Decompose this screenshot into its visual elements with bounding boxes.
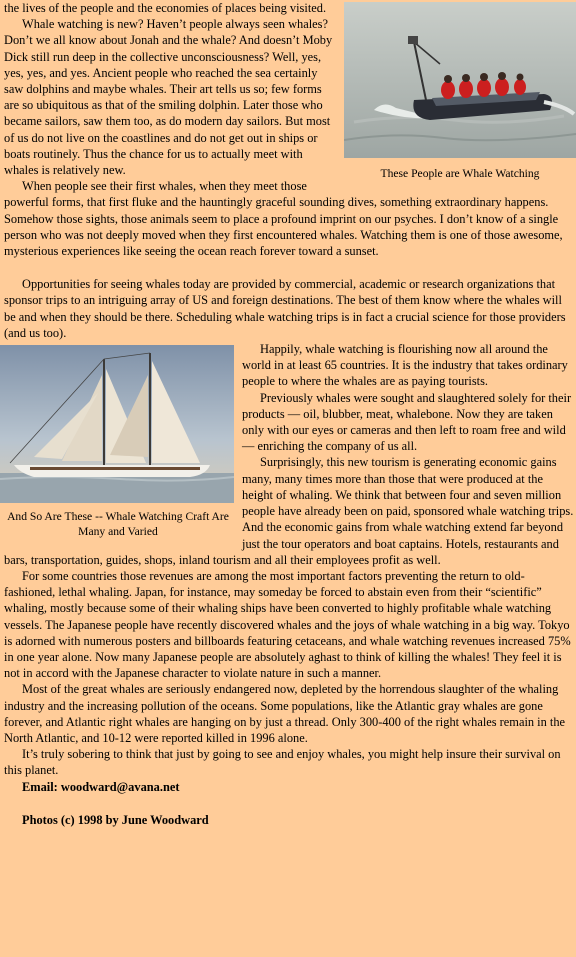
whale-watching-raft-photo (344, 2, 576, 158)
schooner-photo (0, 345, 234, 503)
photo-credit: Photos (c) 1998 by June Woodward (22, 812, 209, 827)
photo-caption-raft: These People are Whale Watching (380, 167, 540, 180)
paragraph: For some countries those revenues are among the most important factors preventing the return to old-fashioned, lethal whaling. Japan, for instance, may someday be forced to abstain even from their “scientific” whaling, mostly because some of their whaling ships have been converted to highly profitable whale watching vessels. The Japanese people have recently discovered whales and the joys of whale watching in a big way. Tokyo is adorned with numerous posters and billboards featuring cetaceans, and whale watching revenues increased 75% in one year alone. Now many Japanese people are absolutely aghast to think of killing the whales! They feel it is not in accord with the Japanese character to violate nature in such a manner. (4, 568, 571, 681)
photo-caption-schooner: And So Are These -- Whale Watching Craft Are Many and Varied (7, 510, 229, 539)
photo-figure-raft (344, 2, 576, 181)
paragraph: Most of the great whales are seriously endangered now, depleted by the horrendous slaughter of the whaling industry and the increasing pollution of the oceans. Some populations, like the Atlantic gray whales are gone forever, and Atlantic right whales are hanging on by just a thread. Only 300-400 of the right whales remain in the North Atlantic, and 10-12 were reported killed in 1996 alone. (4, 682, 566, 745)
email-line[interactable]: Email: woodward@avana.net (22, 779, 180, 794)
paragraph: Previously whales were sought and slaughtered solely for their products — oil, blubber, meat, whalebone. Now they are taken only with our eyes or cameras and then left to roam free and wild — enriching the company of us all. (242, 390, 572, 454)
paragraph: Opportunities for seeing whales today are provided by commercial, academic or research organizations that sponsor trips to an intriguing array of US and foreign destinations. The best of them know where the whales will be and when they should be there. Scheduling whale watching trips is in fact a crucial science for those providers (and us too). (4, 277, 566, 340)
paragraph: When people see their first whales, when they meet those powerful forms, that first fluke and the hauntingly graceful sounding dives, something extraordinary happens. Somehow those sights, those animals seem to place a profound imprint on our psyches. I don’t know of a single person who was not deeply moved when they first encountered whales. Watching them is one of those awesome, mysterious experiences like seeing the ocean reach forever toward a sunset. (4, 179, 563, 259)
paragraph: Whale watching is new? Haven’t people always seen whales? Don’t we all know about Jonah and the whale? And doesn’t Moby Dick still run deep in the collective unconsciousness? Well, yes, yes, yes, and yes. Ancient people who reached the sea certainly saw dolphins and maybe whales. Their art tells us so; few forms are so ubiquitous as that of the smiling dolphin. Later those who became sailors, saw them too, as do modern day sailors. But most of us do not live on the coastlines and do not get out in ships or boats routinely. Thus the chance for us to actually meet with whales is relatively new. (4, 17, 333, 178)
paragraph: the lives of the people and the economies of places being visited. (4, 1, 327, 15)
paragraph: Happily, whale watching is flourishing now all around the world in at least 65 countries. It is the industry that takes ordinary people to where the whales are as paying tourists. (242, 342, 568, 389)
article (4, 0, 574, 828)
paragraph: It’s truly sobering to think that just by going to see and enjoy whales, you might help insure their survival on this planet. (4, 747, 561, 778)
photo-figure-schooner (0, 345, 236, 539)
paragraph: Surprisingly, this new tourism is generating economic gains many, many times more than those that were produced at the height of whaling. We think that between four and seven million people have already been on paid, sponsored whale watching trips. And the economic gains from whale watching extend far beyond just the tour operators and boat captains. Hotels, restaurants and bars, transportation, guides, shops, inland tourism and all their employees profit as well. (4, 455, 574, 567)
